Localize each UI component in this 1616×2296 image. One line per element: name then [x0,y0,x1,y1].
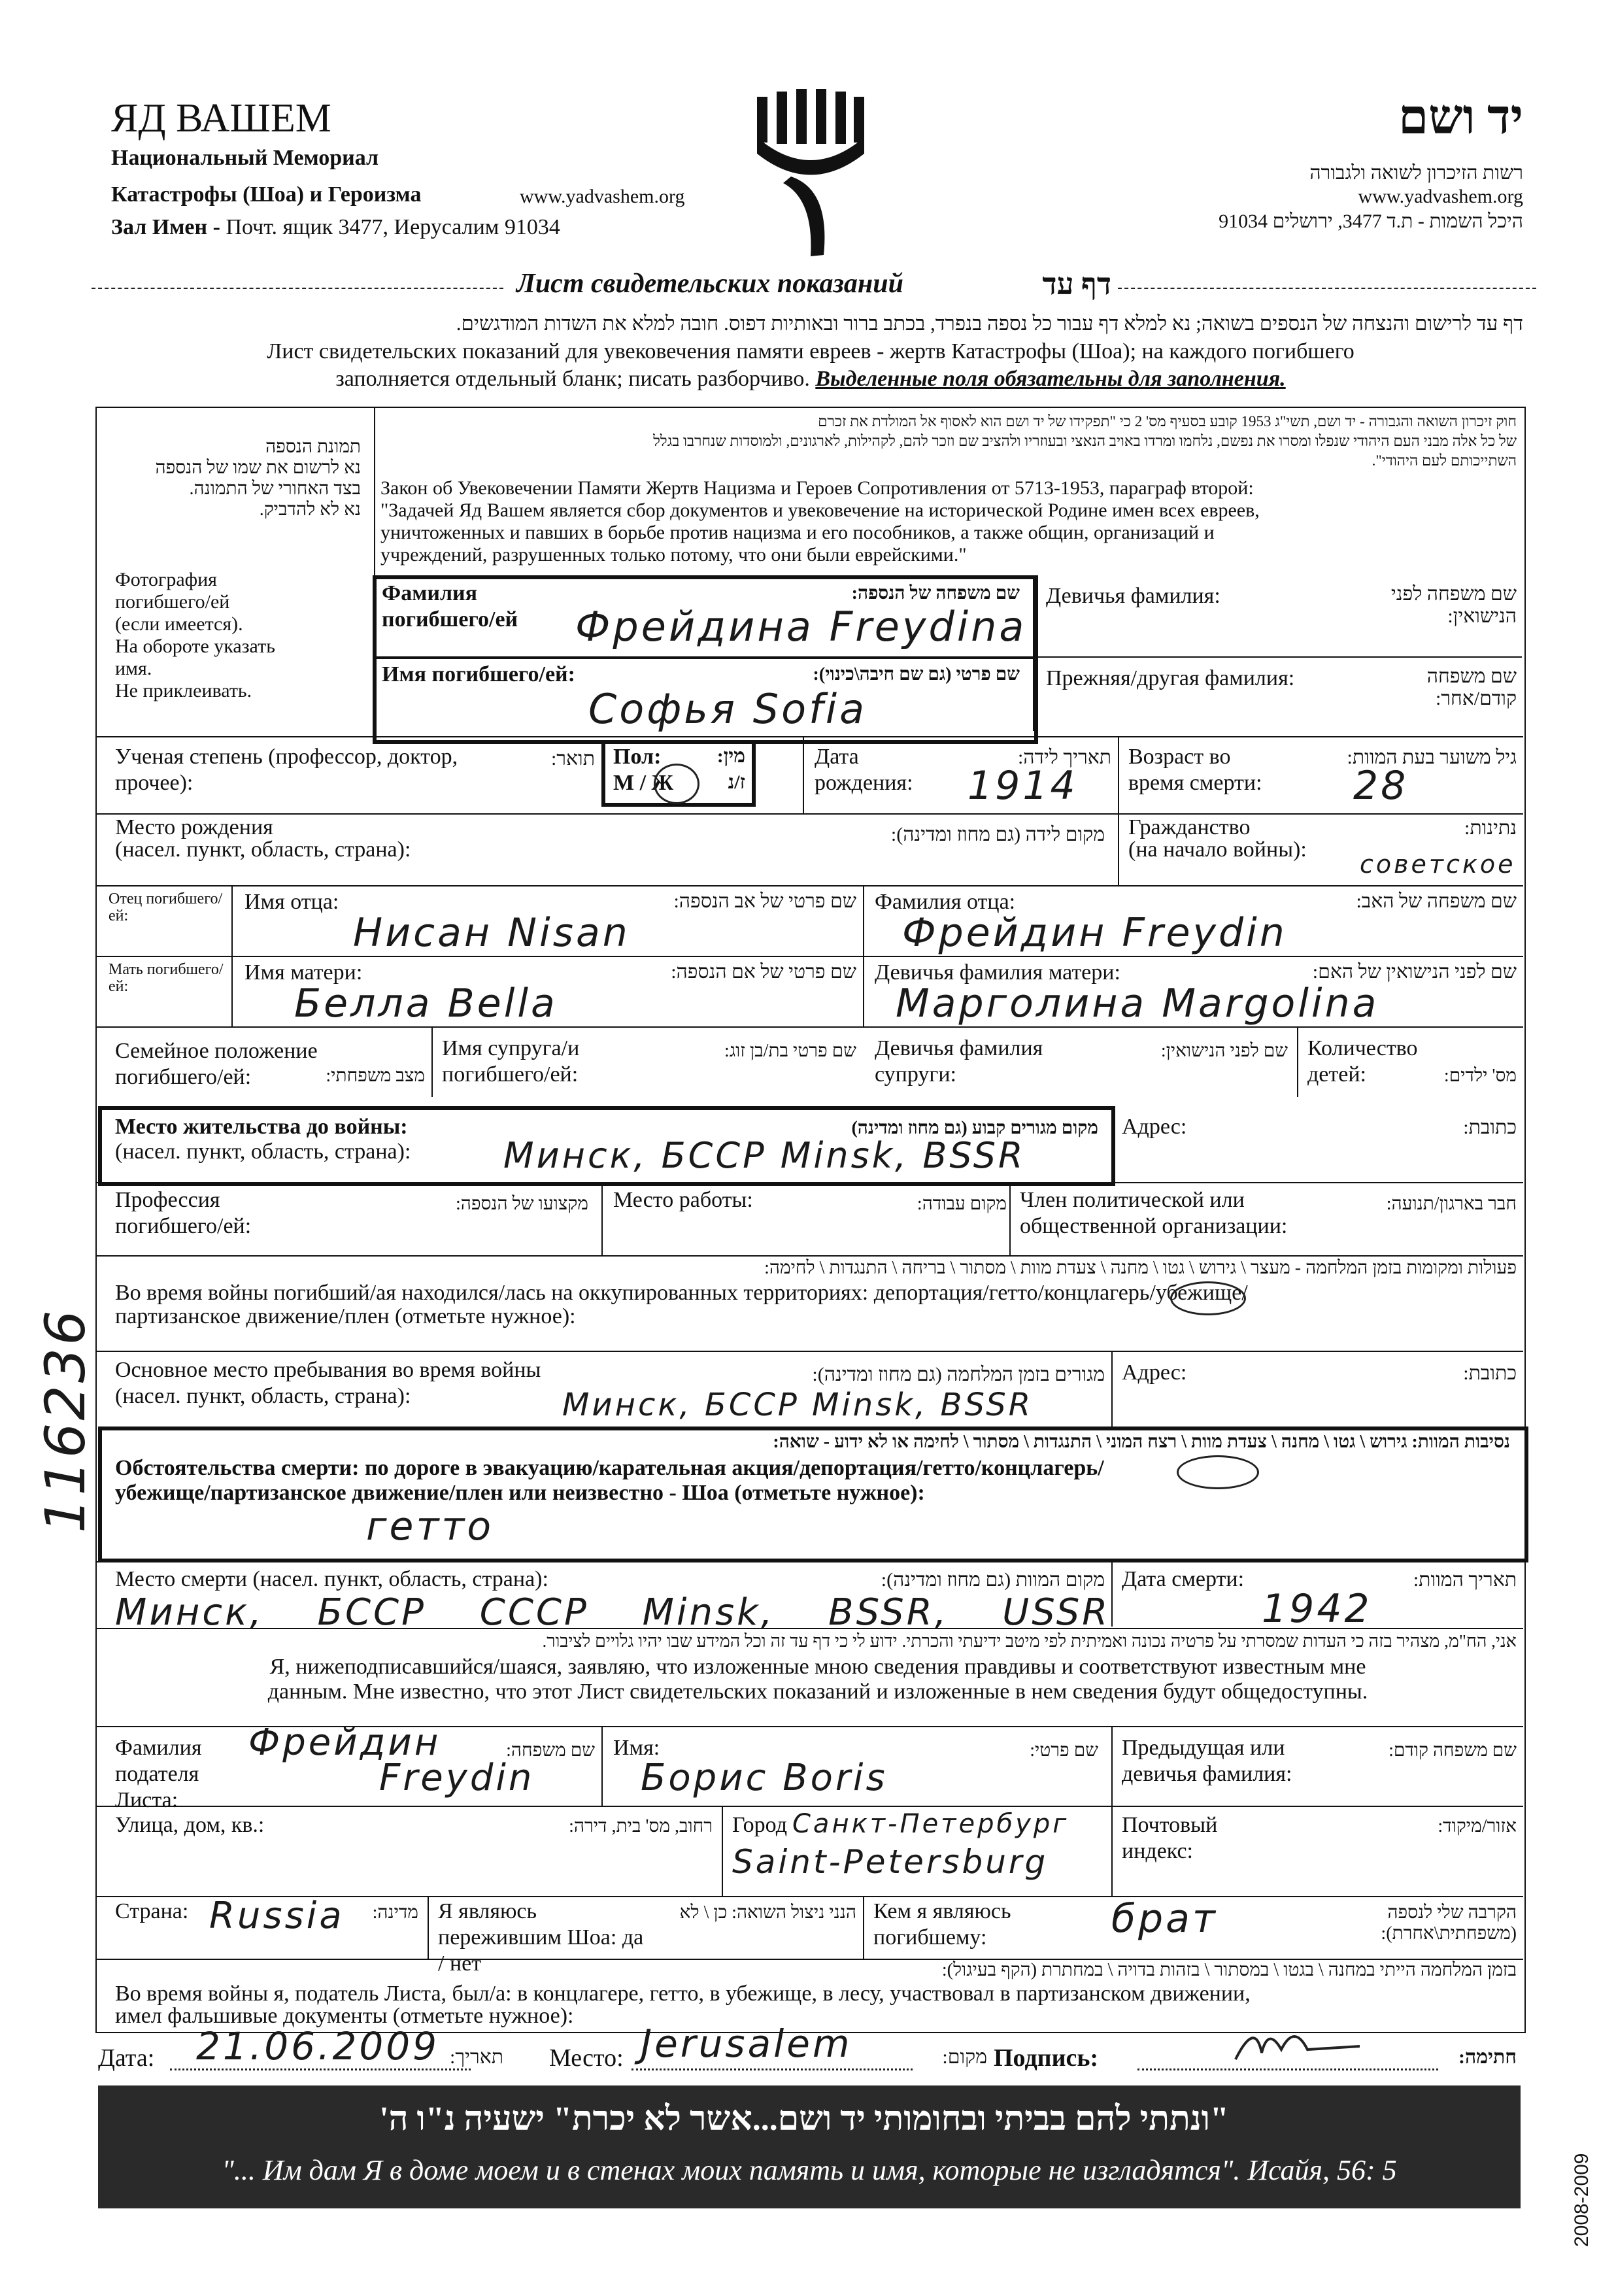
spouse-maiden-label-ru: Девичья фамилия супруги: [875,1036,1043,1087]
death-date-value[interactable]: 1942 [1262,1586,1372,1632]
maiden-name-label-he: שם משפחה לפני הנישואין: [1390,583,1517,627]
death-place-value[interactable]: Минск, БССР СССР Minsk, BSSR, USSR [115,1591,1111,1634]
org-title-he: יד ושם [1398,91,1523,144]
victim-surname-value[interactable]: Фрейдина Freydina [575,603,1027,650]
birth-date-label-he: תאריך לידה: [1017,747,1111,768]
city-label-ru: Город [732,1813,787,1837]
signature-label-he: חתימה: [1458,2046,1517,2068]
submitter-surname-label-ru: Фамилия подателя Листа: [115,1736,202,1812]
marital-status-label-ru: Семейное положение погибшего/ей: [115,1039,318,1089]
residence-label-ru: Место жительства до войны: [115,1115,408,1139]
country-label-ru: Страна: [115,1899,189,1923]
signature-label-ru: Подпись: [994,2044,1099,2072]
birth-date-value[interactable]: 1914 [968,763,1078,809]
submitter-surname-value-ru[interactable]: Фрейдин [248,1721,441,1764]
citizenship-value[interactable]: советское [1360,850,1516,879]
quote-banner [98,2085,1521,2208]
father-name-label-he: שם פרטי של אב הנספה: [673,890,856,912]
submitter-name-value[interactable]: Борис Boris [641,1757,888,1799]
war-activity-he: פעולות ומקומות בזמן המלחמה - מעצר \ גירוש \ גטו \ מחנה \ צעדת מוות \ מסתור \ בריחה \ התנגדות \ לחימה: [764,1258,1517,1278]
date-value[interactable]: 21.06.2009 [196,2024,440,2068]
father-name-value[interactable]: Нисан Nisan [353,910,630,956]
children-count-label-he: מס' ילדים: [1443,1066,1517,1086]
death-place-label-he: מקום המוות (גם מחוז ומדינה): [881,1569,1105,1591]
submitter-war-ru-2: имел фальшивые документы (отметьте нужное): [115,2004,574,2028]
residence-label-ru-2: (насел. пункт, область, страна): [115,1140,411,1164]
mother-maiden-value[interactable]: Марголина Margolina [896,981,1379,1026]
marital-status-label-he: מצב משפחתי: [326,1066,425,1086]
profession-label-ru: Профессия погибшего/ей: [115,1188,252,1238]
intro-ru-2: заполняется отдельный бланк; писать разборчиво. Выделенные поля обязательны для заполнения. [335,367,1286,391]
law-ru: Закон об Увековечении Памяти Жертв Нацизма и Героев Сопротивления от 5713-1953, параграф второй: "Задачей Яд Вашем является сбор документов и увековечение на исторической Родине имен всех евреев, уничтоженных и павших в борьбе против нацизма и его пособников, а также общин, организаций и учреждений, разрушенных только потому, что они были еврейскими." [380,477,1260,566]
intro-ru-1: Лист свидетельских показаний для увековечения памяти евреев - жертв Катастрофы (Шоа); на каждого погибшего [267,339,1355,363]
spouse-maiden-label-he: שם לפני הנישואין: [1160,1041,1288,1061]
father-side-label: Отец погибшего/ей: [109,890,223,924]
maiden-name-label-ru: Девичья фамилия: [1046,584,1220,608]
age-at-death-label-ru: Возраст во время смерти: [1128,745,1262,795]
children-count-label-ru: Количество детей: [1307,1036,1418,1087]
country-label-he: מדינה: [372,1902,418,1923]
title-rule-left [92,288,503,289]
age-at-death-label-he: גיל משוער בעת המוות: [1347,747,1517,768]
relationship-label-he: הקרבה שלי לנספה (משפחתית\אחרת): [1381,1902,1517,1944]
war-residence-label-ru: Основное место пребывания во время войны (насел. пункт, область, страна): [115,1358,541,1408]
birthplace-label-ru: Место рождения [115,815,273,839]
previous-name-label-ru: Прежняя/другая фамилия: [1046,666,1295,690]
victim-name-value[interactable]: Софья Sofia [588,685,867,733]
margin-handwritten-number: 116236 [33,1308,97,1533]
place-value[interactable]: Jerusalem [641,2021,852,2066]
website-left: www.yadvashem.org [520,186,685,207]
war-activity-ru-2: партизанское движение/плен (отметьте нужное): [115,1304,576,1328]
mother-maiden-label-he: שם לפני הנישואין של האם: [1312,961,1517,983]
residence-value[interactable]: Минск, БССР Minsk, BSSR [503,1135,1026,1176]
war-activity-ru-1: Во время войны погибший/ая находился/лась на оккупированных территориях: депортация/гетто/концлагерь/убежище/ [115,1281,1248,1305]
form-title-he: דף עד [1042,267,1111,301]
degree-label-he: תואר: [550,748,595,769]
death-date-label-ru: Дата смерти: [1122,1567,1245,1591]
submitter-name-label-he: שם פרטי: [1030,1740,1098,1761]
place-label-ru: Место: [549,2044,624,2072]
death-date-label-he: תאריך המוות: [1413,1569,1517,1591]
declaration-ru-1: Я, нижеподписавшийся/шаяся, заявляю, что изложенные мною сведения правдивы и соответствуют известным мне [269,1655,1366,1679]
submitter-previous-name-label-he: שם משפחה קודם: [1389,1740,1517,1761]
sex-options-ru[interactable]: М / Ж [613,771,674,795]
mother-name-value[interactable]: Белла Bella [294,981,558,1026]
date-label-he: תאריך: [450,2046,503,2068]
victim-surname-label-he: שם משפחה של הנספה: [851,583,1020,603]
year-stamp: 2008-2009 [1571,2153,1592,2247]
street-label-he: רחוב, מס' בית, דירה: [569,1816,713,1836]
submitter-previous-name-label-ru: Предыдущая или девичья фамилия: [1122,1736,1292,1786]
yad-vashem-logo [752,85,869,262]
profession-label-he: מקצועו של הנספה: [455,1194,588,1214]
org-subtitle-ru: Национальный Мемориал [111,146,379,170]
org-address-he: היכל השמות - ת.ד 3477, ירושלים 91034 [1219,211,1523,232]
spouse-name-label-he: שם פרטי בת/בן זוג: [724,1041,856,1061]
war-address-label-ru: Адрес: [1122,1360,1187,1385]
death-circumstances-value[interactable]: гетто [366,1504,494,1549]
victim-name-label-ru: Имя погибшего/ей: [382,662,575,686]
death-ghetto-circle [1177,1455,1259,1489]
war-residence-label-he: מגורים בזמן המלחמה (גם מחוז ומדינה): [812,1364,1105,1385]
death-place-label-ru: Место смерти (насел. пункт, область, страна): [115,1567,548,1591]
workplace-label-he: מקום עבודה: [917,1194,1007,1214]
mother-name-label-ru: Имя матери: [244,960,363,985]
citizenship-label-ru-2: (на начало войны): [1128,837,1307,862]
father-surname-label-ru: Фамилия отца: [875,890,1016,914]
intro-he: דף עד לרישום והנצחה של הנספים בשואה; נא למלא דף עבור כל נספה בנפרד, בכתב ברור ובאותיות דפוס. חובה למלא את השדות המודגשים. [456,312,1523,335]
org-address-ru: Зал Имен - Почт. ящик 3477, Иерусалим 91034 [111,215,560,239]
city-value-ru[interactable]: Санкт-Петербург [792,1809,1069,1839]
father-name-label-ru: Имя отца: [244,890,339,914]
previous-name-label-he: שם משפחה קודם/אחר: [1426,666,1517,709]
death-circumstances-ru-1: Обстоятельства смерти: по дороге в эвакуацию/карательная акция/депортация/гетто/концлагерь/ [115,1456,1104,1480]
organization-label-he: חבר בארגון/תנועה: [1386,1194,1517,1214]
father-surname-label-he: שם משפחה של האב: [1356,890,1517,912]
signature-mark [1229,2014,1379,2072]
survivor-label-he: הנני ניצול השואה: כן \ לא [679,1902,856,1923]
father-surname-value[interactable]: Фрейдин Freydin [902,910,1287,956]
sex-label-ru: Пол: [613,745,662,769]
war-residence-value[interactable]: Минск, БССР Minsk, BSSR [562,1387,1034,1423]
residence-address-label-he: כתובת: [1463,1117,1517,1138]
quote-ru: "... Им дам Я в доме моем и в стенах моих память и имя, которые не изгладятся". Исайя, 56: 5 [222,2154,1397,2186]
victim-surname-label-ru: Фамилия погибшего/ей [382,581,518,632]
date-label-ru: Дата: [98,2044,155,2072]
website-right: www.yadvashem.org [1358,186,1523,207]
workplace-label-ru: Место работы: [613,1188,753,1212]
organization-label-ru: Член политической или общественной организации: [1020,1188,1288,1238]
survivor-label-ru: Я являюсь пережившим Шоа: да / нет [438,1899,644,1976]
spouse-name-label-ru: Имя супруга/и погибшего/ей: [442,1036,580,1087]
declaration-he: אני, הח"מ, מצהיר בזה כי העדות שמסרתי על פרטיה נכונה ואמיתית לפי מיטב ידיעתי והכרתי. ידוע לי כי דף עד זה וכל המידע שבו יהיו גלויים לציבור. [542,1631,1517,1651]
degree-label-ru: Ученая степень (профессор, доктор, прочее): [115,745,458,795]
age-at-death-value[interactable]: 28 [1353,763,1409,809]
submitter-surname-value-en[interactable]: Freydin [379,1757,535,1799]
org-subtitle2-ru: Катастрофы (Шоа) и Героизма [111,182,422,207]
mother-maiden-label-ru: Девичья фамилия матери: [875,960,1120,985]
relationship-label-ru: Кем я являюсь погибшему: [873,1899,1011,1950]
citizenship-label-he: נתינות: [1464,817,1517,839]
death-circumstances-ru-2: убежище/партизанское движение/плен или неизвестно - Шоа (отметьте нужное): [115,1481,925,1505]
org-title-ru: ЯД ВАШЕМ [111,96,331,141]
postal-code-label-ru: Почтовый индекс: [1122,1813,1218,1863]
submitter-surname-label-he: שם משפחה: [506,1740,595,1761]
birthplace-label-he: מקום לידה (גם מחוז ומדינה): [890,824,1105,845]
birthplace-label-ru-2: (насел. пункт, область, страна): [115,837,411,862]
birth-date-label-ru: Дата рождения: [815,745,913,795]
sex-label-he: מין: [716,745,745,767]
country-value[interactable]: Russia [209,1895,345,1937]
street-label-ru: Улица, дом, кв.: [115,1813,265,1837]
sex-options-he: ז/נ [728,771,745,793]
org-subtitle-he: רשות הזיכרון לשואה ולגבורה [1309,162,1523,184]
relationship-value[interactable]: брат [1111,1896,1218,1942]
form-title-ru: Лист свидетельских показаний [516,269,903,299]
law-he: חוק זיכרון השואה והגבורה - יד ושם, תשי"ג 1953 קובע בסעיף מס' 2 כי "תפקידו של יד ושם הוא לאסוף אל המולדת את זכרם של כל אלה מבני העם היהודי שנפלו ומסרו את נפשם, נלחמו ומרדו באויב הנאצי ובעוזריו ולהציב שם וזכר להם, לקהילות, לארגונים, ולמוסדות שנחרבו בגלל השתייכותם לעם היהודי". [653,413,1517,469]
submitter-war-ru-1: Во время войны я, податель Листа, был/а: в концлагере, гетто, в убежище, в лесу, участвовал в партизанском движении, [115,1982,1251,2006]
quote-he: "ונתתי להם בביתי ובחומותי יד ושם...אשר לא יכרת" ישעיה נ"ו ה' [379,2101,1229,2138]
photo-instructions-he: תמונת הנספה נא לרשום את שמו של הנספה בצד האחורי של התמונה. נא לא להדביק. [155,437,361,520]
place-label-he: מקום: [942,2046,987,2068]
mother-name-label-he: שם פרטי של אם הנספה: [671,961,856,983]
submitter-war-he: בזמן המלחמה הייתי במחנה \ בגטו \ במסתור \ בזהות בדויה \ במחתרת (הקף בעיגול): [941,1960,1517,1980]
submitter-name-label-ru: Имя: [613,1736,660,1760]
war-address-label-he: כתובת: [1463,1362,1517,1384]
citizenship-label-ru: Гражданство [1128,815,1251,839]
residence-label-he: מקום מגורים קבוע (גם מחוז ומדינה) [851,1118,1098,1138]
city-value-en[interactable]: Saint-Petersburg [732,1843,1049,1881]
photo-instructions-ru: Фотография погибшего/ей (если имеется). На обороте указать имя. Не приклеивать. [115,569,275,701]
declaration-ru-2: данным. Мне известно, что этот Лист свидетельских показаний и изложенные в нем сведения будут общедоступны. [267,1680,1368,1704]
ghetto-selection-circle [1170,1281,1246,1315]
title-rule-right [1118,288,1536,289]
residence-address-label-ru: Адрес: [1122,1115,1187,1139]
victim-name-label-he: שם פרטי (גם שם חיבה\כינוי): [813,664,1020,684]
mother-side-label: Мать погибшего/ей: [109,961,224,995]
postal-code-label-he: אזור/מיקוד: [1438,1816,1517,1836]
death-circumstances-he: נסיבות המוות: גירוש \ גטו \ מחנה \ צעדת מוות \ רצח המוני \ התנגדות \ מסתור \ לחימה או לא ידוע - שואה: [773,1432,1510,1452]
